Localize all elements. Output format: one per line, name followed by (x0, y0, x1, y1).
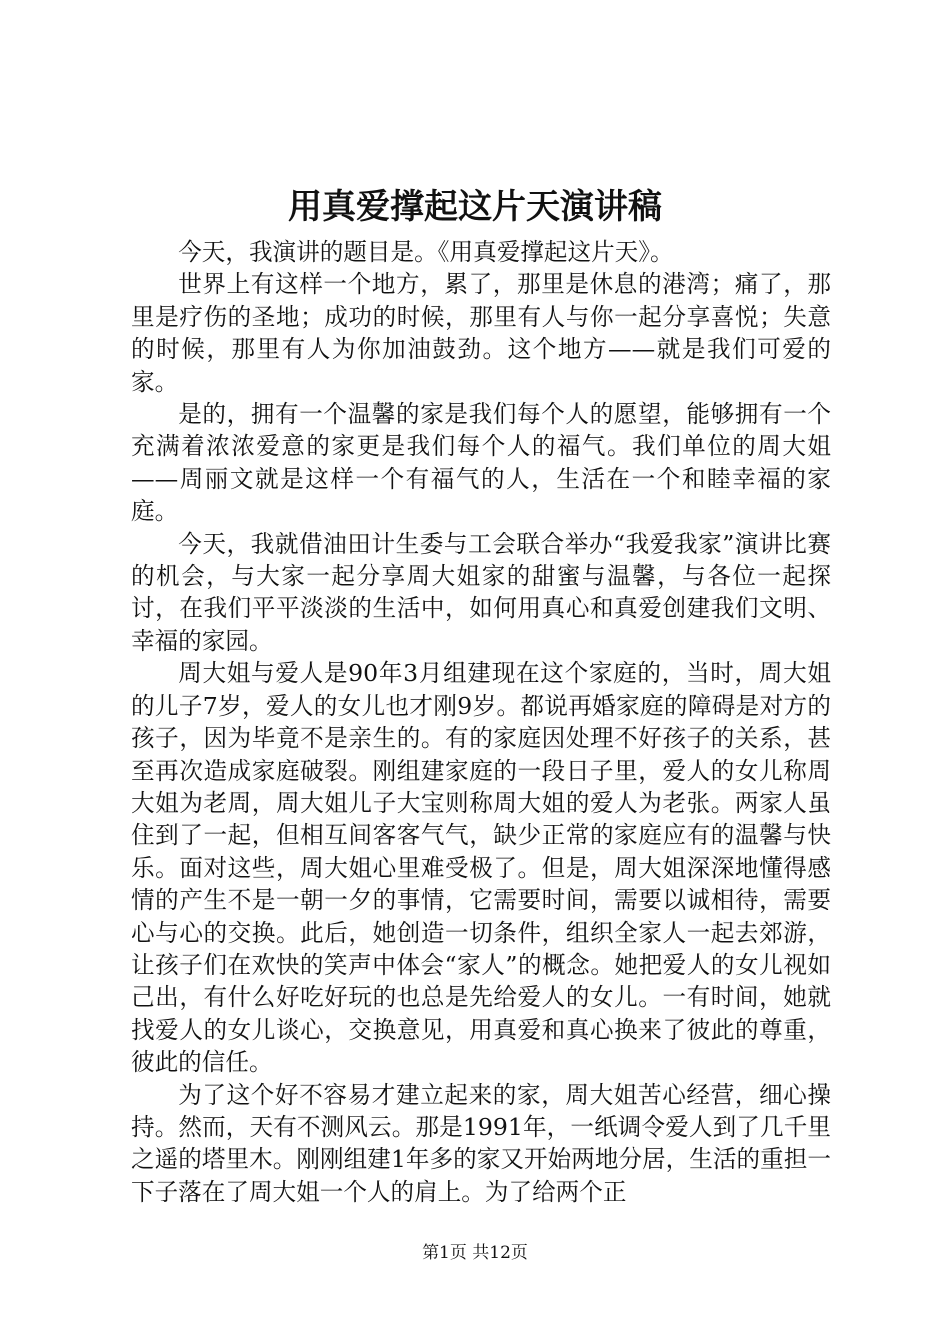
paragraph-2: 世界上有这样一个地方，累了，那里是休息的港湾；痛了，那里是疗伤的圣地；成功的时候，那里有人与你一起分享喜悦；失意的时候，那里有人为你加油鼓劲。这个地方——就是我们可爱的家。 (131, 270, 831, 396)
paragraph-4: 今天，我就借油田计生委与工会联合举办“我爱我家”演讲比赛的机会，与大家一起分享周大姐家的甜蜜与温馨，与各位一起探讨，在我们平平淡淡的生活中，如何用真心和真爱创建我们文明、幸福的家园。 (131, 529, 831, 655)
paragraph-3: 是的，拥有一个温馨的家是我们每个人的愿望，能够拥有一个充满着浓浓爱意的家更是我们每个人的福气。我们单位的周大姐——周丽文就是这样一个有福气的人，生活在一个和睦幸福的家庭。 (131, 400, 831, 526)
document-body (131, 236, 831, 1208)
paragraph-5: 周大姐与爱人是90年3月组建现在这个家庭的，当时，周大姐的儿子7岁，爱人的女儿也才刚9岁。都说再婚家庭的障碍是对方的孩子，因为毕竟不是亲生的。有的家庭因处理不好孩子的关系，甚至再次造成家庭破裂。刚组建家庭的一段日子里，爱人的女儿称周大姐为老周，周大姐儿子大宝则称周大姐的爱人为老张。两家人虽住到了一起，但相互间客客气气，缺少正常的家庭应有的温馨与快乐。面对这些，周大姐心里难受极了。但是，周大姐深深地懂得感情的产生不是一朝一夕的事情，它需要时间，需要以诚相待，需要心与心的交换。此后，她创造一切条件，组织全家人一起去郊游，让孩子们在欢快的笑声中体会“家人”的概念。她把爱人的女儿视如己出，有什么好吃好玩的也总是先给爱人的女儿。一有时间，她就找爱人的女儿谈心，交换意见，用真爱和真心换来了彼此的尊重，彼此的信任。 (131, 659, 831, 1077)
document-title: 用真爱撑起这片天演讲稿 (288, 187, 662, 227)
page-number-footer: 第1页 共12页 (422, 1243, 528, 1263)
paragraph-1: 今天，我演讲的题目是。《用真爱撑起这片天》。 (178, 238, 674, 266)
paragraph-6: 为了这个好不容易才建立起来的家，周大姐苦心经营，细心操持。然而，天有不测风云。那是1991年，一纸调令爱人到了几千里之遥的塔里木。刚刚组建1年多的家又开始两地分居，生活的重担一下子落在了周大姐一个人的肩上。为了给两个正 (131, 1080, 831, 1206)
